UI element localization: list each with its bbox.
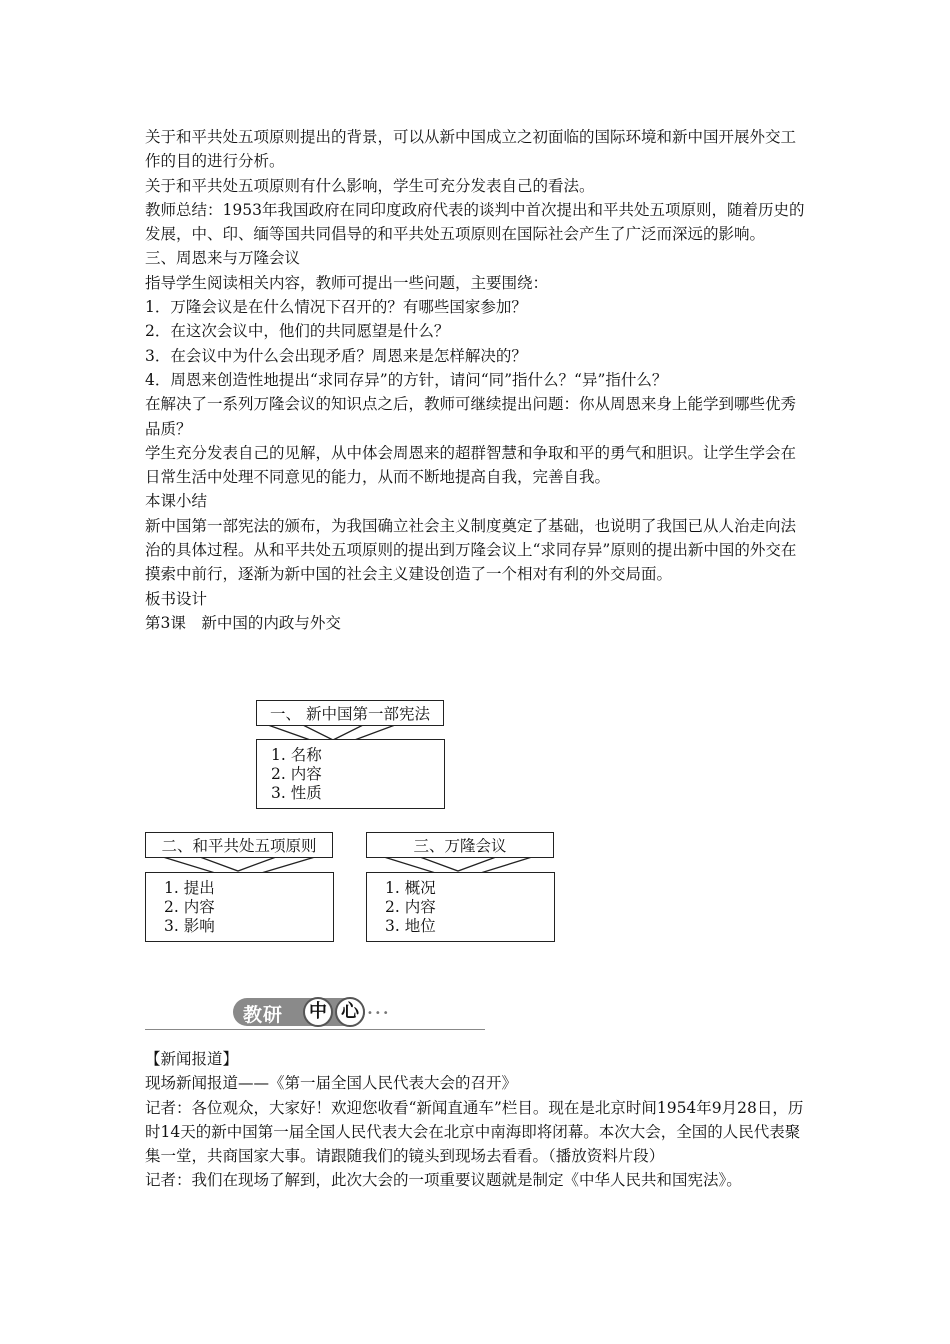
- section-heading: 【新闻报道】: [145, 1050, 239, 1068]
- section-heading: 本课小结: [145, 492, 208, 511]
- banner-char-circle: 中: [303, 997, 333, 1027]
- box2-list: [145, 872, 334, 942]
- banner-divider: [145, 1029, 485, 1030]
- box3-list: [366, 872, 555, 942]
- banner-label: 教研: [243, 1004, 284, 1026]
- list-item: 2. 内容: [164, 898, 215, 916]
- list-item: 3. 影响: [164, 917, 215, 935]
- list-item: 3. 性质: [271, 784, 322, 802]
- banner-dots: •••: [367, 1008, 391, 1019]
- section-heading: 板书设计: [145, 589, 208, 608]
- question-item: 3．在会议中为什么会出现矛盾？周恩来是怎样解决的？: [145, 346, 527, 365]
- paragraph: 指导学生阅读相关内容，教师可提出一些问题，主要围绕：: [145, 273, 549, 292]
- bottom-text-block: [145, 1047, 810, 1193]
- box1-title: [256, 700, 444, 726]
- box3-title-text: 三、万隆会议: [413, 837, 507, 855]
- paragraph: 教师总结：1953年我国政府在同印度政府代表的谈判中首次提出和平共处五项原则，随着历史的发展，中、印、缅等国共同倡导的和平共处五项原则在国际社会产生了广泛而深远的影响。: [145, 200, 805, 244]
- paragraph: 新中国第一部宪法的颁布，为我国确立社会主义制度奠定了基础，也说明了我国已从人治走向法治的具体过程。从和平共处五项原则的提出到万隆会议上“求同存异”原则的提出新中国的外交在摸索中前行，逐渐为新中国的社会主义建设创造了一个相对有利的外交局面。: [145, 516, 797, 584]
- list-item: 1. 名称: [271, 746, 322, 764]
- question-item: 4．周恩来创造性地提出“求同存异”的方针，请问“同”指什么？“异”指什么？: [145, 370, 668, 389]
- list-item: 3. 地位: [385, 917, 436, 935]
- question-item: 2．在这次会议中，他们的共同愿望是什么？: [145, 322, 450, 341]
- box3-title: [366, 832, 554, 858]
- list-item: 2. 内容: [385, 898, 436, 916]
- paragraph: 记者：各位观众，大家好！欢迎您收看“新闻直通车”栏目。现在是北京时间1954年9月28日，历时14天的新中国第一届全国人民代表大会在北京中南海即将闭幕。本次大会，全国的人民代表聚集一堂，共商国家大事。请跟随我们的镜头到现场去看看。（播放资料片段）: [145, 1098, 804, 1166]
- paragraph: 关于和平共处五项原则提出的背景，可以从新中国成立之初面临的国际环境和新中国开展外交工作的目的进行分析。: [145, 128, 797, 171]
- list-item: 2. 内容: [271, 765, 322, 783]
- banner-char-circle: 心: [335, 997, 365, 1027]
- question-item: 1．万隆会议是在什么情况下召开的？有哪些国家参加？: [145, 298, 527, 317]
- box1-list: [256, 739, 445, 809]
- paragraph: 在解决了一系列万隆会议的知识点之后，教师可继续提出问题：你从周恩来身上能学到哪些优秀品质？: [145, 395, 797, 438]
- lesson-title: 第3课 新中国的内政与外交: [145, 613, 341, 632]
- paragraph: 现场新闻报道——《第一届全国人民代表大会的召开》: [145, 1074, 518, 1093]
- paragraph: 学生充分发表自己的见解，从中体会周恩来的超群智慧和争取和平的勇气和胆识。让学生学会在日常生活中处理不同意见的能力，从而不断地提高自我，完善自我。: [145, 443, 797, 487]
- box1-title-text: 一、 新中国第一部宪法: [270, 705, 430, 723]
- box2-title: [145, 832, 333, 858]
- paragraph: 记者：我们在现场了解到，此次大会的一项重要议题就是制定《中华人民共和国宪法》。: [145, 1171, 742, 1190]
- section-heading: 三、周恩来与万隆会议: [145, 249, 301, 268]
- paragraph: 关于和平共处五项原则有什么影响，学生可充分发表自己的看法。: [145, 176, 595, 195]
- research-center-banner: [145, 992, 485, 1036]
- box2-title-text: 二、和平共处五项原则: [161, 837, 317, 855]
- list-item: 1. 概况: [385, 879, 436, 897]
- list-item: 1. 提出: [164, 879, 215, 897]
